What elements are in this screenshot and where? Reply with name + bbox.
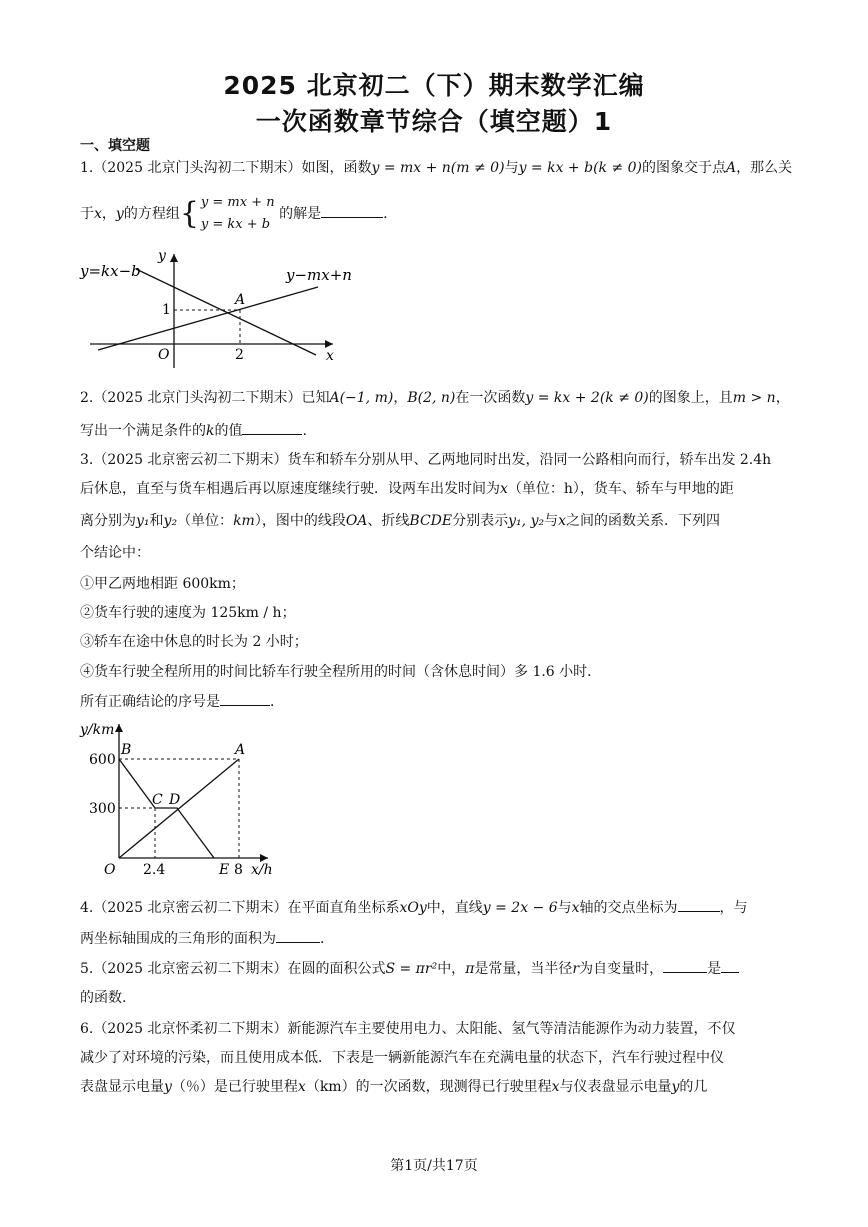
q6-text: 表盘显示电量 — [80, 1079, 164, 1095]
q3-y2: y₂ — [163, 513, 178, 529]
tick-label-8: 8 — [234, 862, 243, 878]
q3-text: 货车和轿车分别从甲、乙两地同时出发，沿同一公路相向而行，轿车出发 2.4h — [287, 452, 772, 468]
q1-text: 于 — [80, 206, 94, 222]
q4-func: y = 2x − 6 — [482, 900, 558, 916]
q1-text: ，那么关 — [736, 160, 793, 176]
answer-blank[interactable] — [321, 203, 383, 218]
q3-number: 3. — [80, 452, 94, 468]
answer-blank[interactable] — [678, 897, 720, 912]
label-line-kx-b: y=kx−b — [80, 262, 141, 280]
q3-text: 离分别为 — [80, 513, 136, 529]
q2-text: 的图象上，且 — [648, 390, 733, 406]
q3-var-x: x — [558, 513, 566, 529]
q3-text: 与 — [544, 513, 559, 529]
q3-text: 分别表示 — [452, 513, 509, 529]
q4-source: （2025 北京密云初二下期末） — [93, 900, 288, 916]
point-c-label: C — [152, 792, 163, 808]
q4-line2 — [80, 928, 334, 949]
q6-var-y: y — [164, 1079, 172, 1095]
equation-system — [201, 192, 275, 236]
tick-label-2-4: 2.4 — [143, 862, 166, 878]
answer-blank[interactable] — [721, 958, 739, 973]
q6-var-y: y — [671, 1079, 680, 1095]
q4-coord-system: xOy — [399, 900, 427, 916]
q3-var-x: x — [500, 481, 508, 497]
y-axis-arrow-icon — [115, 724, 123, 732]
system-eq2: y = kx + b — [200, 217, 271, 232]
q6-text: 新能源汽车主要使用电力、太阳能、氢气等清洁能源作为动力装置，不仅 — [287, 1021, 736, 1037]
q1-func2: y = kx + b(k ≠ 0) — [518, 160, 643, 176]
q4-text: 与 — [557, 900, 572, 916]
q3-conclusion-1: ①甲乙两地相距 600km； — [80, 576, 245, 592]
q1-source: （2025 北京门头沟初二下期末） — [93, 160, 302, 176]
q3-line4: 个结论中： — [80, 545, 150, 561]
q3-line3 — [80, 511, 720, 531]
q6-line1 — [80, 1019, 735, 1039]
q3-conclusion-2: ②货车行驶的速度为 125km / h； — [80, 605, 296, 621]
q6-var-x: x — [551, 1079, 560, 1095]
q3-text: 、折线 — [367, 513, 410, 529]
answer-blank[interactable] — [663, 958, 707, 973]
origin-label: O — [158, 347, 170, 363]
q6-text: （％）是已行驶里程 — [171, 1079, 298, 1095]
q2-text: 写出一个满足条件的 — [80, 423, 206, 439]
q5-text: 为自变量时， — [579, 961, 664, 977]
tick-label-300: 300 — [89, 801, 116, 817]
q3-figure — [78, 716, 278, 884]
q4-text: 中，直线 — [426, 900, 483, 916]
q2-text: . — [302, 423, 307, 439]
q2-line2 — [80, 420, 307, 441]
q6-line2: 减少了对环境的污染，而且使用成本低．下表是一辆新能源汽车在充满电量的状态下，汽车行驶过程中仪 — [80, 1050, 724, 1066]
q1-text: ， — [101, 206, 116, 222]
q6-text: 的几 — [679, 1079, 708, 1095]
q3-conclusion-3: ③轿车在途中休息的时长为 2 小时； — [80, 634, 308, 650]
q6-text: 与仪表盘显示电量 — [559, 1079, 672, 1095]
q2-text: ， — [393, 390, 408, 406]
q3-ask — [80, 691, 284, 712]
point-d-label: D — [169, 792, 181, 808]
q4-var-x: x — [571, 900, 580, 916]
q1-text: 的解是 — [279, 206, 322, 222]
q4-text: ，与 — [719, 900, 748, 916]
y-axis-label: y/km — [80, 722, 115, 738]
label-line-mx-n: y−mx+n — [286, 266, 352, 284]
tick-label-2: 2 — [235, 347, 244, 363]
q5-formula: S = πr² — [385, 961, 438, 977]
q3-text: 所有正确结论的序号是 — [80, 694, 220, 710]
x-axis-arrow-icon — [260, 854, 268, 862]
x-axis-arrow-icon — [325, 340, 333, 348]
answer-blank[interactable] — [276, 928, 320, 943]
tick-label-1: 1 — [162, 302, 171, 318]
q2-source: （2025 北京门头沟初二下期末） — [93, 390, 302, 406]
origin-label: O — [104, 862, 116, 878]
q3-text: （单位：h），货车、轿车与甲地的距 — [507, 481, 734, 497]
q3-text: ），图中的线段 — [254, 513, 346, 529]
page-number: 第1页/共17页 — [390, 1158, 478, 1174]
q3-y1y2: y₁, y₂ — [508, 513, 545, 529]
y-axis-label: y — [158, 248, 166, 264]
q1-figure — [78, 248, 352, 373]
q3-seg-oa: OA — [345, 513, 368, 529]
q2-text: ， — [775, 390, 790, 406]
q3-line1 — [80, 450, 771, 470]
q5-number: 5. — [80, 961, 94, 977]
answer-blank[interactable] — [220, 691, 270, 706]
q6-text: （km）的一次函数，现测得已行驶里程 — [305, 1079, 552, 1095]
point-a-label: A — [235, 742, 246, 758]
q1-text: 如图，函数 — [301, 160, 372, 176]
section-heading: 一、填空题 — [80, 138, 150, 154]
q2-line1 — [80, 388, 790, 408]
q2-text: 的值 — [214, 423, 243, 439]
q3-text: 和 — [149, 513, 164, 529]
q3-text: 之间的函数关系．下列四 — [566, 513, 720, 529]
q1-text: . — [383, 206, 388, 222]
q1-var-y: y — [115, 206, 124, 222]
tick-label-600: 600 — [89, 752, 116, 768]
q1-point: A — [726, 160, 737, 176]
q4-text: ． — [320, 931, 334, 947]
q2-point-b: B(2, n) — [407, 390, 456, 406]
system-eq1: y = mx + n — [200, 195, 275, 210]
q1-text: 的方程组 — [123, 206, 180, 222]
q1-func1: y = mx + n(m ≠ 0) — [371, 160, 505, 176]
q2-number: 2. — [80, 390, 94, 406]
q3-line2 — [80, 479, 734, 499]
q5-text: 是 — [707, 961, 722, 977]
q3-y1: y₁ — [136, 513, 150, 529]
q2-point-a: A(−1, m) — [329, 390, 394, 406]
point-a-label: A — [235, 292, 246, 308]
q3-text: ． — [270, 694, 284, 710]
q1-line1 — [80, 158, 792, 178]
y-axis-arrow-icon — [170, 254, 178, 262]
q3-text: （单位： — [177, 513, 234, 529]
q6-line3 — [80, 1077, 707, 1097]
point-b-label: B — [121, 742, 132, 758]
q3-seg-bcde: BCDE — [409, 513, 453, 529]
q2-text: 已知 — [301, 390, 330, 406]
x-axis-label: x — [326, 348, 334, 364]
q1-text: 的图象交于点 — [642, 160, 727, 176]
q6-var-x: x — [297, 1079, 306, 1095]
system-brace: { — [179, 196, 199, 231]
q5-line1 — [80, 958, 739, 979]
q1-var-x: x — [94, 206, 102, 222]
q5-text: 中， — [437, 961, 466, 977]
q3-text: 后休息，直至与货车相遇后再以原速度继续行驶．设两车出发时间为 — [80, 481, 500, 497]
q2-condition: m > n — [732, 390, 776, 406]
answer-blank[interactable] — [242, 420, 302, 435]
q1-line2 — [80, 192, 388, 236]
q1-text: 与 — [504, 160, 519, 176]
x-axis-label: x/h — [251, 862, 273, 878]
q5-text: 是常量，当半径 — [474, 961, 573, 977]
document-title-line1: 2025 北京初二（下）期末数学汇编 — [223, 71, 645, 100]
q5-source: （2025 北京密云初二下期末） — [93, 961, 288, 977]
q3-conclusion-4: ④货车行驶全程所用的时间比轿车行驶全程所用的时间（含休息时间）多 1.6 小时． — [80, 664, 602, 680]
q3-unit: km — [233, 513, 255, 529]
q6-source: （2025 北京怀柔初二下期末） — [93, 1021, 288, 1037]
q2-var-k: k — [206, 423, 215, 439]
q4-number: 4. — [80, 900, 94, 916]
q5-text: 在圆的面积公式 — [287, 961, 386, 977]
q1-number: 1. — [80, 160, 94, 176]
q3-source: （2025 北京密云初二下期末） — [93, 452, 288, 468]
q4-text: 轴的交点坐标为 — [579, 900, 678, 916]
document-title-line2: 一次函数章节综合（填空题）1 — [255, 107, 613, 136]
point-e-label: E — [219, 862, 230, 878]
q4-text: 两坐标轴围成的三角形的面积为 — [80, 931, 276, 947]
q5-line2: 的函数. — [80, 990, 127, 1006]
q4-text: 在平面直角坐标系 — [287, 900, 400, 916]
q2-text: 在一次函数 — [455, 390, 526, 406]
q6-number: 6. — [80, 1021, 94, 1037]
q4-line1 — [80, 897, 748, 918]
q2-func: y = kx + 2(k ≠ 0) — [525, 390, 649, 406]
q5-var-r: r — [572, 961, 580, 977]
q5-pi: π — [465, 961, 475, 977]
